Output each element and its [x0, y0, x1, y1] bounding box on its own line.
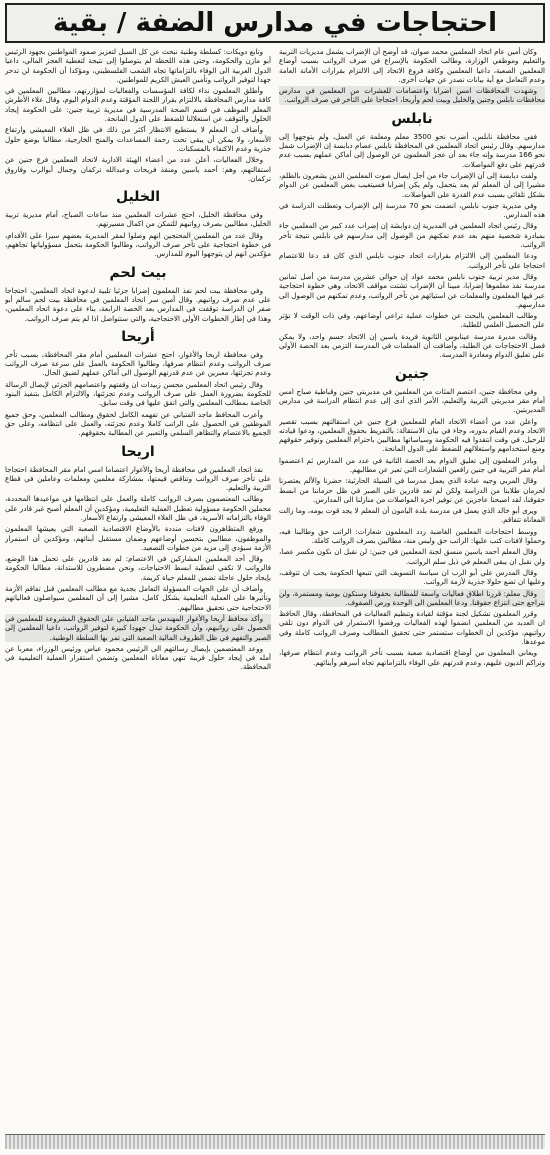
- paragraph: وقال المربي وجيه عبادة الذي يعمل مدرسا في السيلة الحارثية: حضرنا والألم يعتصرنا لحرمان طلابنا من الدراسة ولكن لم نعد قادرين على الصبر في ظل حرماننا من ابسط حقوقنا، لقد اصبحنا عاجزين عن توفير اجرة المواصلات من منازلنا الى المدارس.: [279, 476, 545, 504]
- paragraph: ففي محافظة نابلس، أضرب نحو 3500 معلم ومعلمة عن العمل، ولم يتوجهوا إلى مدارسهم. وقال رئيس اتحاد المعلمين في المحافظة نابلس عصام دبابسة إن الإضراب شمل نحو 166 مدرسة وإنه جاء بعد أن عجز المعلمون عن الوصول إلى أماكن عملهم بسبب عدم قدرتهم على دفع المواصلات.: [279, 131, 545, 169]
- subheading-jericho: أريحا: [121, 328, 155, 345]
- paragraph: وقال رئيس اتحاد المعلمين محسن زبيدات ان وقفتهم واعتصامهم الجزئي لإيصال الرسالة للحكومة بضرورة العمل على صرف الرواتب وعدم تجزئتها، والالتزام الكامل بتنفيذ البنود الخاصة بمطالب المعلمين والتي اتفق عليها في وقت سابق.: [5, 379, 271, 408]
- article-columns: [5, 47, 545, 1131]
- paragraph: وأضاف أن المعلم لا يستطيع الانتظار أكثر من ذلك في ظل الغلاء المعيشي وارتفاع الأسعار، ولا يمكن أن يبقى تحت رحمة المساعدات والمنح الخارجية، مطالبا بوضع حلول جذرية وعدم الاكتفاء بالمسكنات.: [5, 125, 271, 153]
- footer-rule: [5, 1134, 545, 1149]
- paragraph: وفي محافظة بيت لحم نفذ المعلمون إضرابا جزئيا تلبية لدعوة اتحاد المعلمين، احتجاجا على عدم صرف رواتبهم. وقال أمين سر اتحاد المعلمين في محافظة بيت لحم سالم أبو صفر ان الدراسة توقفت في المدارس بعد الحصة الرابعة، بناء على دعوة اتحاد المعلمين، وهذا في إطار الخطوات الأولى الاحتجاجية، والتي ستتواصل اذا لم يتم صرف الرواتب.: [5, 285, 271, 323]
- paragraph: وقال المدرس علي أبو الرب ان سياسة التسويف التي تتبعها الحكومة يجب ان تتوقف، وعليها ان تضع حلولا جذرية لأزمة الرواتب.: [279, 567, 545, 587]
- paragraph: وأعرب المحافظ ماجد الفتياني عن تفهمه الكامل لحقوق ومطالب المعلمين، وحق جميع الموظفين في الحصول على الراتب كاملا وعدم تجزئته، والعمل على انتظامه، وعلى حق الجميع بالاعتصام والتظاهر السلمي والتعبير عن المطالبة بحقوقهم.: [5, 409, 271, 438]
- paragraph: وفي محافظة جنين، اعتصم المئات من المعلمين في مديريتي جنين وقباطية صباح امس أمام مقر مديريتي التربية والتعليم، الأمر الذي أدى إلى عدم انتظام الدراسة في مدارس المديريتين.: [279, 386, 545, 415]
- paragraph: وخلال الفعاليات، أعلن عدد من أعضاء الهيئة الادارية لاتحاد المعلمين فرع جنين عن استقالتهم، وهم: أحمد ياسين ومنقذ فريحات وعبدالله تركمان وجمال أبوالرب وفاروق تركمان.: [5, 155, 271, 183]
- paragraph: ويعاني المعلمون من أوضاع اقتصادية صعبة بسبب تأخر الرواتب وعدم انتظام صرفها، وتراكم الديون عليهم، وعدم قدرتهم على الوفاء بالتزاماتهم تجاه أسرهم وأبنائهم.: [279, 648, 545, 667]
- paragraph: واعلن عدد من أعضاء الاتحاد العام للمعلمين فرع جنين عن استقالتهم بسبب تقصير الاتحاد وعدم القيام بدوره، وجاء في بيان الاستقالة: بالتفريط بحقوق المعلمين، ودعوا قيادته للرحيل، في وقت انتقدوا فيه الحكومة وسياساتها مطالبين باحترام المعلمين وتوفير حقوقهم ومنع استخدامهم واستغلالهم للضغط على الدول المانحة.: [279, 416, 545, 454]
- right-column: [279, 47, 545, 1131]
- paragraph: ودعا المعلمين إلى الالتزام بقرارات اتحاد جنوب نابلس الذي كان قد دعا للاعتصام احتجاجا على تأخر الرواتب.: [279, 251, 545, 270]
- paragraph: وقال مدير تربية جنوب نابلس محمد عواد إن حوالي عشرين مدرسة من أصل ثمانين مدرسة نفذ معلموها إضرابا، مبينا أن الإضراب تشتت مواقف الاتحاد، وهي خطوة احتجاجية عبر فيها المعلمون والمعلمات عن استيائهم من تأخر الرواتب، وعدم تمكنهم من الوصول الى مدارسهم.: [279, 271, 545, 309]
- paragraph: وقرر المعلمون تشكيل لجنة مؤقتة لقيادة وتنظيم الفعاليات في المحافظة، وقال الحافظ ان العديد من المعلمين انضموا لهذه الفعاليات ورفضوا الاستمرار في الدوام دون تلقي رواتبهم، مؤكدين أن الخطوات ستستمر حتى تحقيق المطالب وصرف الرواتب كاملة وفي موعدها.: [279, 609, 545, 647]
- paragraph: وفي مديرية جنوب نابلس، انضمت نحو 70 مدرسة إلى الإضراب وتعطلت الدراسة في هذه المدارس.: [279, 200, 545, 220]
- headline-banner: [5, 3, 545, 43]
- paragraph: وفي محافظة الخليل، احتج عشرات المعلمين منذ ساعات الصباح، أمام مديرية تربية الخليل، مطالبين بصرف رواتبهم للتمكن من اكمال مسيرتهم.: [5, 210, 271, 229]
- paragraph: وتابع دويكات: كسلطة وطنية نبحث عن كل السبل لتعزيز صمود المواطنين بجهود الرئيس أبو مازن والحكومة، وحتى هذه اللحظة لم يتوصلوا إلى نتيجة لتغطية العجز المالي، داعيا الدول العربية الى الوفاء بالتزاماتها تجاه الشعب الفلسطيني، ومؤكدا أن الحكومة لن تدخر جهدا لتوفير الرواتب وتأمين العيش الكريم للمواطنين.: [5, 47, 271, 84]
- paragraph: وقال رئيس اتحاد المعلمين في المديرية إن دوابشة إن إضراب عدد كبير من المعلمين جاء بمبادرة شخصية منهم بعد عدم تمكنهم من الوصول إلى مدارسهم في نابلس نتيجة تأخر الرواتب.: [279, 221, 545, 250]
- paragraph: نفذ اتحاد المعلمين في محافظة أريحا والأغوار اعتصاما امس امام مقر المحافظة احتجاجا على تأخر صرف الرواتب وتناقص قيمتها، بمشاركة معلمين ومعلمات وعاملين في قطاع التربية والتعليم.: [5, 464, 271, 493]
- subheading-hebron: الخليل: [115, 189, 161, 206]
- paragraph: وقال المعلم أحمد ياسين منسق لجنة المعلمين في جنين: لن نقبل ان نكون مكسر عصا، ولن نقبل ان يبقى المعلم في ذيل سلم الرواتب.: [279, 547, 545, 566]
- paragraph-highlight: وأكد محافظ أريحا والأغوار المهندس ماجد الفتياني على الحقوق المشروعة للمعلمين في الحصول على رواتبهم، وأن الحكومة تبذل جهودا كبيرة لتوفير الرواتب، داعيا المعلمين إلى الصبر والتفهم في ظل الظروف المالية الصعبة التي تمر بها السلطة الوطنية.: [5, 613, 271, 642]
- paragraph: وأضاف أن على الجهات المسؤولة التعامل بجدية مع مطالب المعلمين قبل تفاقم الأزمة وتأثيرها على العملية التعليمية بشكل كامل، مشيرا إلى أن المعلمين سيواصلون فعالياتهم الاحتجاجية حتى تحقيق مطالبهم.: [5, 584, 271, 612]
- paragraph: وفي محافظة اريحا والأغوار، احتج عشرات المعلمين أمام مقر المحافظة، بسبب تأخر صرف الرواتب وعدم انتظام صرفها، وطالبوا الحكومة بالعمل على سرعة صرف الرواتب وعدم تجزئتها، معبرين عن عدم قدرتهم الوصول الى أماكن عملهم لضيق الحال.: [5, 349, 271, 378]
- paragraph: وأطلق المعلمون نداء لكافة المؤسسات والفعاليات لمؤازرتهم، مطالبين المعلمين في كافة مدارس المحافظة بالالتزام بقرار اللجنة المؤقتة وعدم الدوام اليوم، وقال علاء الأطرش المعلم الموظف في قسم الصحة المدرسية في مديرية تربية جنين: على الحكومة إيجاد الحلول والتوقف عن استغلالنا للضغط على الدول المانحة.: [5, 86, 271, 124]
- paragraph: وبادر المعلمون إلى تعليق الدوام بعد الحصة الثانية في عدد من المدارس ثم اعتصموا أمام مقر التربية في جنين رافعين الشعارات التي تعبر عن مطالبهم.: [279, 455, 545, 474]
- paragraph: ولفت دبابسة إلى أن الإضراب جاء من أجل ايصال صوت المعلمين الذين يشعرون بالظلم، مشيرا إلى أن المعلم لم يعد يتحمل، ولم يكن إضرابا فسيتغيب بعض المعلمين عن الدوام بشكل تلقائي بسبب عدم القدرة على المواصلات.: [279, 170, 545, 199]
- paragraph: ورفع المتظاهرون لافتات منددة بالأوضاع الاقتصادية الصعبة التي يعيشها المعلمون والموظفون، مطالبين بتحسين أوضاعهم وضمان مستقبل أبنائهم، ومؤكدين أن استمرار الأزمة سيؤدي إلى مزيد من خطوات التصعيد.: [5, 524, 271, 552]
- subheading-jenin: جنين: [394, 365, 430, 382]
- paragraph-highlight: وقال معلم: قررنا اطلاق فعاليات واسعة للمطالبة بحقوقنا وستكون يومية ومستمرة، ولن نتراجع حتى انتزاع حقوقنا. ودعا المعلمين الى الوحدة ورص الصفوف.: [279, 588, 545, 607]
- paragraph: وقال أحد المعلمين المشاركين في الاعتصام: لم نعد قادرين على تحمل هذا الوضع، فالرواتب لا تكفي لتغطية ابسط الاحتياجات، ونحن مضطرون للاستدانة، مطالبا الحكومة بإيجاد حلول عاجلة تضمن للمعلم حياة كريمة.: [5, 554, 271, 582]
- newspaper-page: [5, 3, 545, 1149]
- subheading-jericho-second: اريحا: [121, 443, 155, 460]
- subheading-bethlehem: بيت لحم: [109, 264, 167, 281]
- left-column: [5, 47, 271, 1131]
- paragraph-highlight: وشهدت المحافظات امس اضرابا واعتصامات للعشرات من المعلمين في مدارس محافظات نابلس وجنين والخليل وبيت لحم وأريحا، احتجاجا على التأخر في صرف الرواتب.: [279, 86, 545, 105]
- paragraph: ووعد المعتصمين بإيصال رسالتهم الى الرئيس محمود عباس ورئيس الوزراء، معربا عن أمله في إيجاد حلول قريبة تنهي معاناة المعلمين وتضمن استقرار العملية التعليمية في المحافظة.: [5, 643, 271, 672]
- paragraph: ويرى أبو خالد الذي يعمل في مدرسة بلدة اليامون أن المعلم لا يجد قوت يومه، وما زالت المعاناة تتفاقم.: [279, 506, 545, 525]
- subheading-nablus: نابلس: [391, 110, 433, 127]
- headline-title: احتجاجات في مدارس الضفة / بقية: [53, 8, 497, 38]
- paragraph: وطالب المعتصمون بصرف الرواتب كاملة والعمل على انتظامها في مواعيدها المحددة، محملين الحكومة مسؤولية تعطيل العملية التعليمية، ومؤكدين أن المعلم أصبح غير قادر على الوفاء بالتزاماته الأسرية، في ظل الغلاء المعيشي وارتفاع الأسعار.: [5, 494, 271, 522]
- paragraph: ووسط احتجاجات المعلمين الغاضبة ردد المعلمون شعارات: الراتب حق وطالبنا فيه، وحملوا لافتات كتب عليها: الراتب حق وليس منة، مطالبين بصرف الرواتب كاملة.: [279, 526, 545, 546]
- paragraph: وكان أمين عام اتحاد المعلمين محمد صوان، قد أوضح أن الإضراب يشمل مديريات التربية والتعليم وموظفي الوزارة، وطالب الحكومة بالإسراع في صرف الرواتب بسبب أوضاع المعلمين الصعبة، داعيا المعلمين وكافة فروع الاتحاد إلى الالتزام بقرارات الأمانة العامة وعدم التعامل مع أية بيانات تصدر عن جهات أخرى.: [279, 47, 545, 84]
- paragraph: وقالت مديرة مدرسة عينابوس الثانوية فريدة ياسين إن الاتحاد جسم واحد، ولا يمكن فصل الاحتجاجات عن الطلبة، وأضافت أن المعلمات في المدرسة التزمن بعد الحصة الأولى على تعليق الدوام ومغادرة المدرسة.: [279, 331, 545, 360]
- paragraph: وقال عدد من المعلمين المحتجين انهم وصلوا لمقر المديرية بعضهم سيرا على الأقدام، في خطوة احتجاجية على تأخر صرف الرواتب، وطالبوا الحكومة بتحمل مسؤولياتها تجاههم، مؤكدين انهم لن يتوجهوا اليوم للمدارس.: [5, 230, 271, 259]
- paragraph: وطالب المعلمين بالبحث عن خطوات عملية تراعي أوضاعهم، وفي ذات الوقت لا تؤثر على التحصيل العلمي للطلبة.: [279, 311, 545, 330]
